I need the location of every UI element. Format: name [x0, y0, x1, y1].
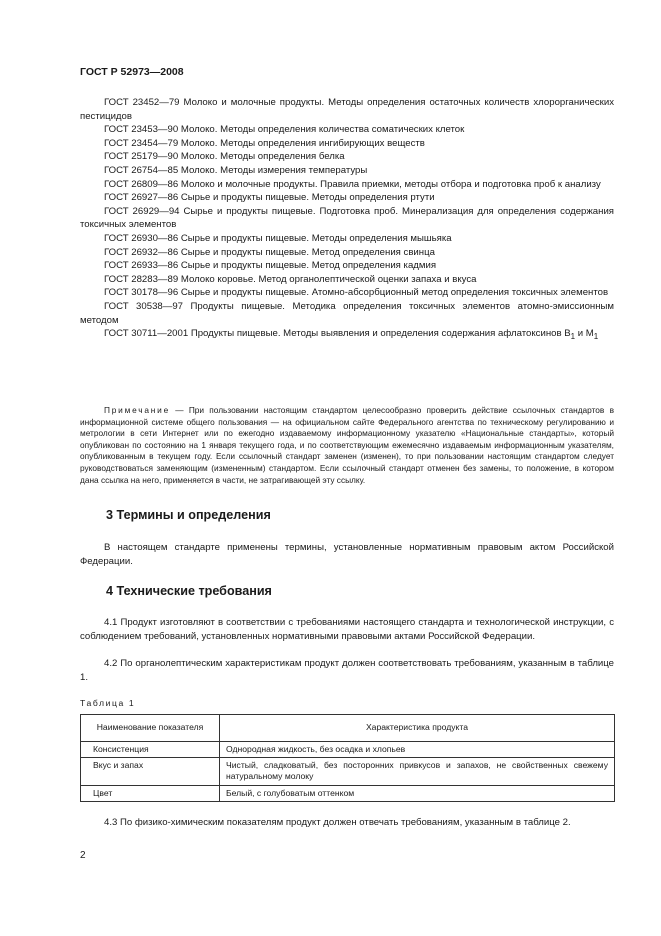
subscript-b1: 1	[570, 332, 576, 341]
note-text: — При пользовании настоящим стандартом целесообразно проверить действие ссылочных стандартов в информационной системе общего пользования — на официальном сайте Федерального агентства по техническому регулированию и метрологии в сети Интернет или по ежегодно издаваемому информационному указателю «Национальные стандарты», который опубликован по состоянию на 1 января текущего года, и по соответствующим ежемесячно издаваемым информационным указателям, опубликованным в текущем году. Если ссылочный стандарт заменен (изменен), то при пользовании настоящим стандартом следует руководствоваться заменяющим (измененным) стандартом. Если ссылочный стандарт отменен без замены, то положение, в котором дана ссылка на него, применяется в части, не затрагивающей эту ссылку.	[80, 405, 614, 485]
reference-item: ГОСТ 30178—96 Сырье и продукты пищевые. Атомно-абсорбционный метод определения токсичных элементов	[104, 287, 609, 299]
paragraph-4-2: 4.2 По органолептическим характеристикам продукт должен соответствовать требованиям, указанным в таблице 1.	[80, 658, 614, 683]
document-header: ГОСТ Р 52973—2008	[80, 66, 184, 78]
table-header-cell: Наименование показателя	[81, 715, 220, 742]
table-cell-indicator: Цвет	[81, 785, 220, 801]
reference-item: ГОСТ 26754—85 Молоко. Методы измерения температуры	[104, 164, 368, 176]
reference-item: ГОСТ 30538—97 Продукты пищевые. Методика определения токсичных элементов атомно-эмиссионным методом	[80, 300, 614, 326]
page-number: 2	[80, 850, 86, 861]
reference-text-mid: и М	[575, 328, 594, 340]
reference-item: ГОСТ 23453—90 Молоко. Методы определения количества соматических клеток	[104, 124, 465, 136]
table-row	[81, 785, 615, 801]
section-4-title: 4 Технические требования	[106, 584, 272, 598]
reference-item: ГОСТ 23452—79 Молоко и молочные продукты. Методы определения остаточных количеств хлорорганических пестицидов	[80, 97, 614, 122]
section-3-title: 3 Термины и определения	[106, 508, 271, 522]
reference-item: ГОСТ 25179—90 Молоко. Методы определения белка	[104, 151, 345, 163]
table-1-caption: Таблица 1	[80, 698, 136, 708]
table-1	[80, 714, 615, 802]
reference-item: ГОСТ 26930—86 Сырье и продукты пищевые. Методы определения мышьяка	[104, 232, 452, 244]
reference-item: ГОСТ 26933—86 Сырье и продукты пищевые. Метод определения кадмия	[104, 260, 437, 272]
section-3-text: В настоящем стандарте применены термины, установленные нормативным правовым актом Российской Федерации.	[80, 542, 614, 567]
table-cell-characteristic: Белый, с голубоватым оттенком	[220, 785, 615, 801]
table-cell-indicator: Вкус и запах	[81, 758, 220, 785]
reference-text: ГОСТ 30711—2001 Продукты пищевые. Методы выявления и определения содержания афлатоксинов В	[104, 328, 571, 340]
reference-item: ГОСТ 26927—86 Сырье и продукты пищевые. Методы определения ртути	[104, 192, 435, 204]
table-row	[81, 742, 615, 758]
reference-item-aflatoxins	[80, 327, 614, 344]
reference-item: ГОСТ 23454—79 Молоко. Методы определения ингибирующих веществ	[104, 137, 425, 149]
table-row	[81, 758, 615, 785]
normative-references-list	[80, 96, 614, 344]
note-label: Примечание	[104, 405, 171, 415]
note-paragraph	[80, 405, 614, 486]
reference-item: ГОСТ 26929—94 Сырье и продукты пищевые. Подготовка проб. Минерализация для определения содержания токсичных элементов	[80, 205, 614, 231]
reference-item: ГОСТ 28283—89 Молоко коровье. Метод органолептической оценки запаха и вкуса	[104, 273, 477, 285]
reference-item: ГОСТ 26809—86 Молоко и молочные продукты. Правила приемки, методы отбора и подготовка проб к анализу	[104, 178, 601, 190]
paragraph-4-1: 4.1 Продукт изготовляют в соответствии с требованиями настоящего стандарта и технологической инструкции, с соблюдением требований, установленных нормативными правовыми актами Российской Федерации.	[80, 617, 614, 642]
subscript-m1: 1	[593, 332, 599, 341]
table-header-cell: Характеристика продукта	[220, 715, 615, 742]
reference-item: ГОСТ 26932—86 Сырье и продукты пищевые. Метод определения свинца	[104, 246, 435, 258]
table-cell-characteristic: Чистый, сладковатый, без посторонних привкусов и запахов, не свойственных свежему натуральному молоку	[220, 758, 615, 785]
table-cell-indicator: Консистенция	[81, 742, 220, 758]
table-header-row	[81, 715, 615, 742]
table-cell-characteristic: Однородная жидкость, без осадка и хлопьев	[220, 742, 615, 758]
paragraph-4-3: 4.3 По физико-химическим показателям продукт должен отвечать требованиям, указанным в таблице 2.	[104, 817, 571, 828]
